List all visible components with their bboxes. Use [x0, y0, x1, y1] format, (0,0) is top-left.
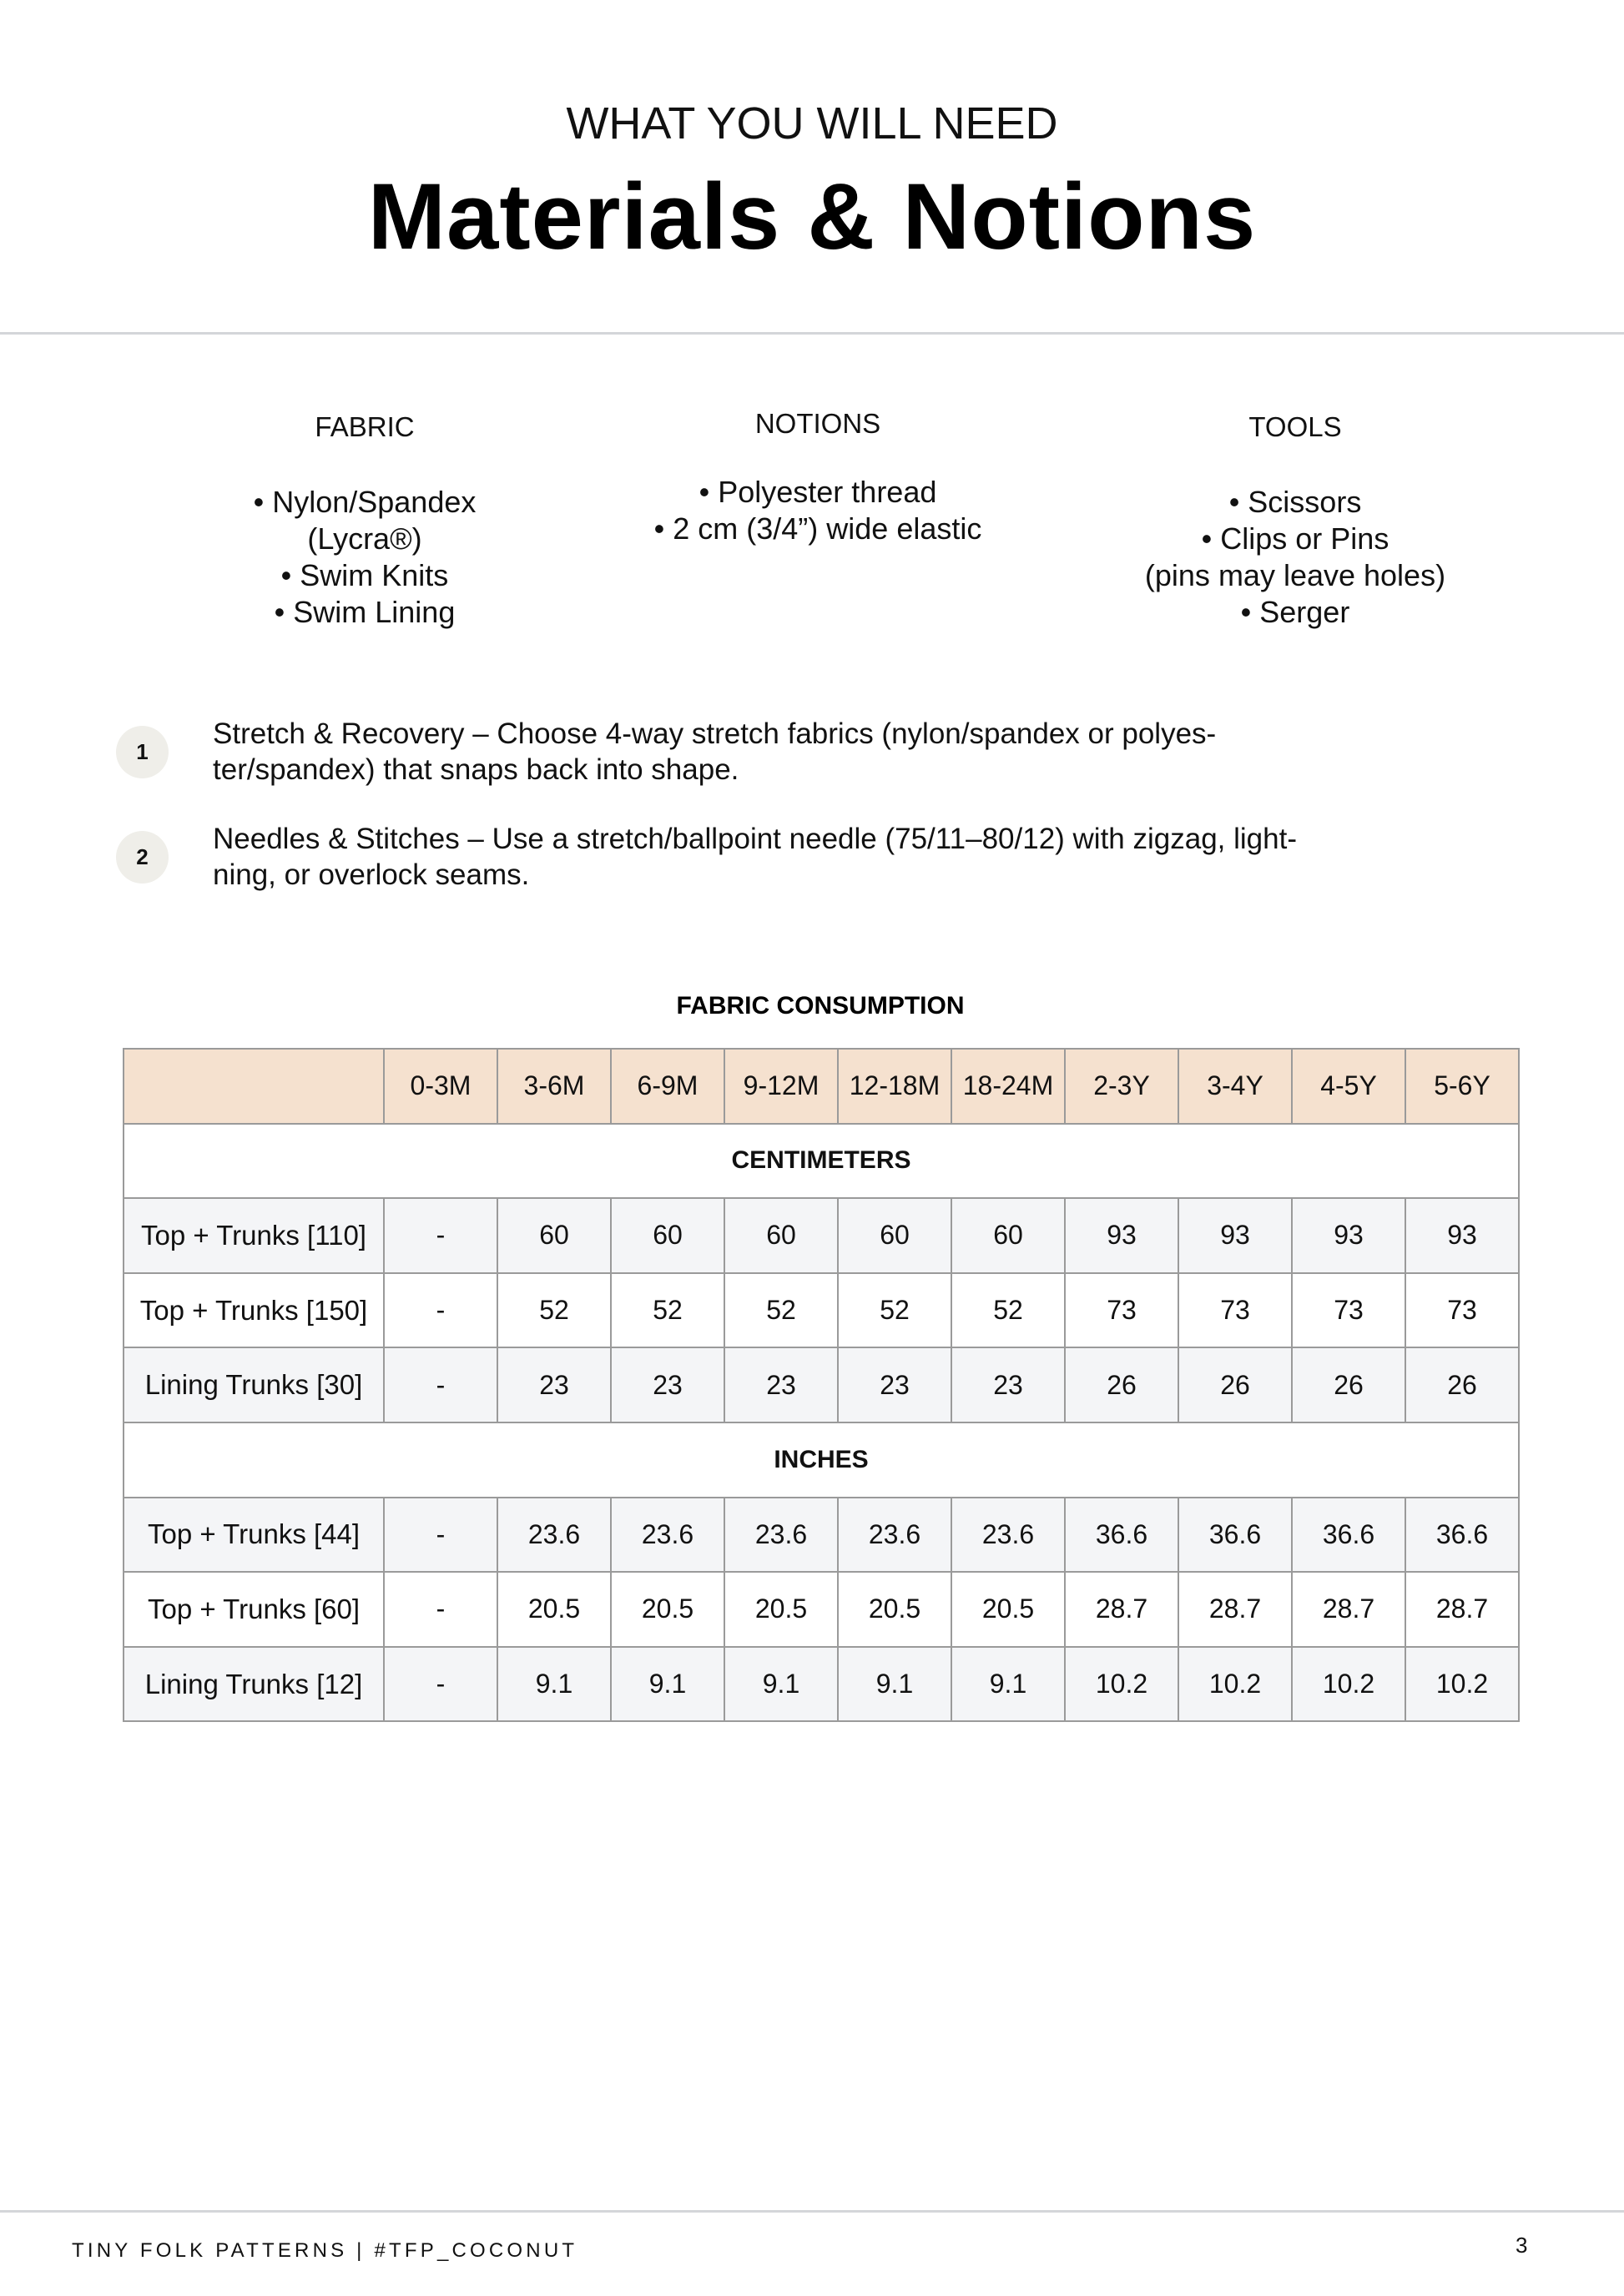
- tips-list: [116, 716, 1535, 893]
- list-item: (pins may leave holes): [1144, 558, 1446, 592]
- table-row: [124, 1647, 1519, 1722]
- tip-text-line: ning, or overlock seams.: [213, 858, 530, 891]
- table-cell: 60: [497, 1198, 611, 1273]
- tip-text-line: Stretch & Recovery – Choose 4-way stretch fabrics (nylon/spandex or polyes-: [213, 718, 1217, 750]
- list-item: • Scissors: [1228, 485, 1362, 519]
- table-header-row: [124, 1049, 1519, 1124]
- table-cell: 93: [1292, 1198, 1405, 1273]
- table-cell: 60: [611, 1198, 724, 1273]
- table-cell: 10.2: [1178, 1647, 1292, 1722]
- table-cell: 9.1: [951, 1647, 1065, 1722]
- table-cell: 73: [1178, 1273, 1292, 1348]
- tip-item: [116, 716, 1535, 788]
- table-cell: -: [384, 1572, 497, 1647]
- page-number: 3: [1516, 2233, 1528, 2258]
- table-cell: 26: [1292, 1347, 1405, 1422]
- header-cell: 5-6Y: [1405, 1049, 1519, 1124]
- header-cell: 12-18M: [838, 1049, 951, 1124]
- header-divider: [0, 332, 1624, 335]
- table-cell: 26: [1405, 1347, 1519, 1422]
- header-cell: 18-24M: [951, 1049, 1065, 1124]
- list-item: • Serger: [1240, 595, 1350, 629]
- table-cell: 23: [951, 1347, 1065, 1422]
- page-title: Materials & Notions: [367, 164, 1257, 269]
- list-item: • Nylon/Spandex: [253, 485, 477, 519]
- fabric-consumption-table: [123, 1048, 1520, 1722]
- table-cell: 73: [1292, 1273, 1405, 1348]
- table-row: [124, 1347, 1519, 1422]
- notions-heading: NOTIONS: [754, 408, 881, 439]
- number-badge: 2: [116, 831, 169, 884]
- notions-list: [584, 474, 1052, 547]
- table-cell: 36.6: [1178, 1498, 1292, 1573]
- table-cell: 28.7: [1065, 1572, 1178, 1647]
- table-cell: 23.6: [838, 1498, 951, 1573]
- table-cell: 93: [1178, 1198, 1292, 1273]
- row-label: Lining Trunks [30]: [124, 1347, 384, 1422]
- table-cell: 10.2: [1292, 1647, 1405, 1722]
- table-cell: 52: [724, 1273, 838, 1348]
- table-cell: -: [384, 1273, 497, 1348]
- table-cell: -: [384, 1347, 497, 1422]
- footer-divider: [0, 2210, 1624, 2213]
- table-row: [124, 1572, 1519, 1647]
- row-label: Top + Trunks [110]: [124, 1198, 384, 1273]
- table-cell: 9.1: [497, 1647, 611, 1722]
- table-row: [124, 1198, 1519, 1273]
- table-cell: -: [384, 1647, 497, 1722]
- table-cell: 20.5: [497, 1572, 611, 1647]
- table-cell: 23: [497, 1347, 611, 1422]
- footer-brand: TINY FOLK PATTERNS | #TFP_COCONUT: [72, 2239, 578, 2262]
- header-cell: 3-6M: [497, 1049, 611, 1124]
- header-cell: 3-4Y: [1178, 1049, 1292, 1124]
- header-cell: 4-5Y: [1292, 1049, 1405, 1124]
- table-cell: 73: [1065, 1273, 1178, 1348]
- header-cell: 2-3Y: [1065, 1049, 1178, 1124]
- table-cell: 73: [1405, 1273, 1519, 1348]
- table-cell: 93: [1065, 1198, 1178, 1273]
- fabric-column: [131, 410, 598, 631]
- table-cell: 23.6: [611, 1498, 724, 1573]
- tip-item: [116, 821, 1535, 893]
- section-label: CENTIMETERS: [124, 1124, 1519, 1199]
- list-item: • Polyester thread: [699, 475, 937, 509]
- tip-text-line: ter/spandex) that snaps back into shape.: [213, 753, 739, 786]
- table-cell: -: [384, 1498, 497, 1573]
- table-cell: 36.6: [1405, 1498, 1519, 1573]
- table-cell: 23.6: [497, 1498, 611, 1573]
- table-cell: 60: [951, 1198, 1065, 1273]
- table-cell: 26: [1065, 1347, 1178, 1422]
- table-cell: 20.5: [838, 1572, 951, 1647]
- table-cell: 10.2: [1065, 1647, 1178, 1722]
- section-label: INCHES: [124, 1422, 1519, 1498]
- row-label: Lining Trunks [12]: [124, 1647, 384, 1722]
- notions-column: [584, 407, 1052, 547]
- table-cell: 9.1: [724, 1647, 838, 1722]
- table-cell: 9.1: [838, 1647, 951, 1722]
- page-kicker: WHAT YOU WILL NEED: [566, 98, 1058, 149]
- table-cell: 93: [1405, 1198, 1519, 1273]
- table-cell: 60: [838, 1198, 951, 1273]
- table-cell: 20.5: [951, 1572, 1065, 1647]
- table-cell: 28.7: [1292, 1572, 1405, 1647]
- list-item: (Lycra®): [307, 521, 422, 556]
- tools-heading: TOOLS: [1248, 411, 1342, 442]
- row-label: Top + Trunks [150]: [124, 1273, 384, 1348]
- tip-text-line: Needles & Stitches – Use a stretch/ballpoint needle (75/11–80/12) with zigzag, light-: [213, 823, 1297, 855]
- header-cell-blank: [124, 1049, 384, 1124]
- list-item: • Clips or Pins: [1201, 521, 1389, 556]
- list-item: • Swim Lining: [274, 595, 456, 629]
- header-cell: 6-9M: [611, 1049, 724, 1124]
- table-row: [124, 1498, 1519, 1573]
- table-cell: 20.5: [724, 1572, 838, 1647]
- table-title: FABRIC CONSUMPTION: [676, 992, 965, 1020]
- table-cell: 36.6: [1065, 1498, 1178, 1573]
- table-cell: 52: [951, 1273, 1065, 1348]
- table-cell: 10.2: [1405, 1647, 1519, 1722]
- table-cell: 23.6: [951, 1498, 1065, 1573]
- table-cell: 28.7: [1405, 1572, 1519, 1647]
- section-row-inches: [124, 1422, 1519, 1498]
- list-item: • 2 cm (3/4”) wide elastic: [653, 511, 982, 546]
- fabric-heading: FABRIC: [315, 411, 415, 442]
- table-cell: 28.7: [1178, 1572, 1292, 1647]
- table-cell: 20.5: [611, 1572, 724, 1647]
- list-item: • Swim Knits: [280, 558, 449, 592]
- fabric-list: [131, 484, 598, 631]
- tools-column: [1062, 410, 1529, 631]
- header-cell: 9-12M: [724, 1049, 838, 1124]
- header-cell: 0-3M: [384, 1049, 497, 1124]
- table-cell: 26: [1178, 1347, 1292, 1422]
- table-cell: -: [384, 1198, 497, 1273]
- table-row: [124, 1273, 1519, 1348]
- section-row-centimeters: [124, 1124, 1519, 1199]
- tools-list: [1062, 484, 1529, 631]
- table-cell: 60: [724, 1198, 838, 1273]
- table-cell: 9.1: [611, 1647, 724, 1722]
- row-label: Top + Trunks [44]: [124, 1498, 384, 1573]
- number-badge: 1: [116, 726, 169, 778]
- table-cell: 23: [724, 1347, 838, 1422]
- row-label: Top + Trunks [60]: [124, 1572, 384, 1647]
- table-cell: 52: [838, 1273, 951, 1348]
- table-cell: 52: [497, 1273, 611, 1348]
- table-cell: 23: [611, 1347, 724, 1422]
- table-cell: 36.6: [1292, 1498, 1405, 1573]
- table-cell: 23.6: [724, 1498, 838, 1573]
- table-cell: 23: [838, 1347, 951, 1422]
- table-cell: 52: [611, 1273, 724, 1348]
